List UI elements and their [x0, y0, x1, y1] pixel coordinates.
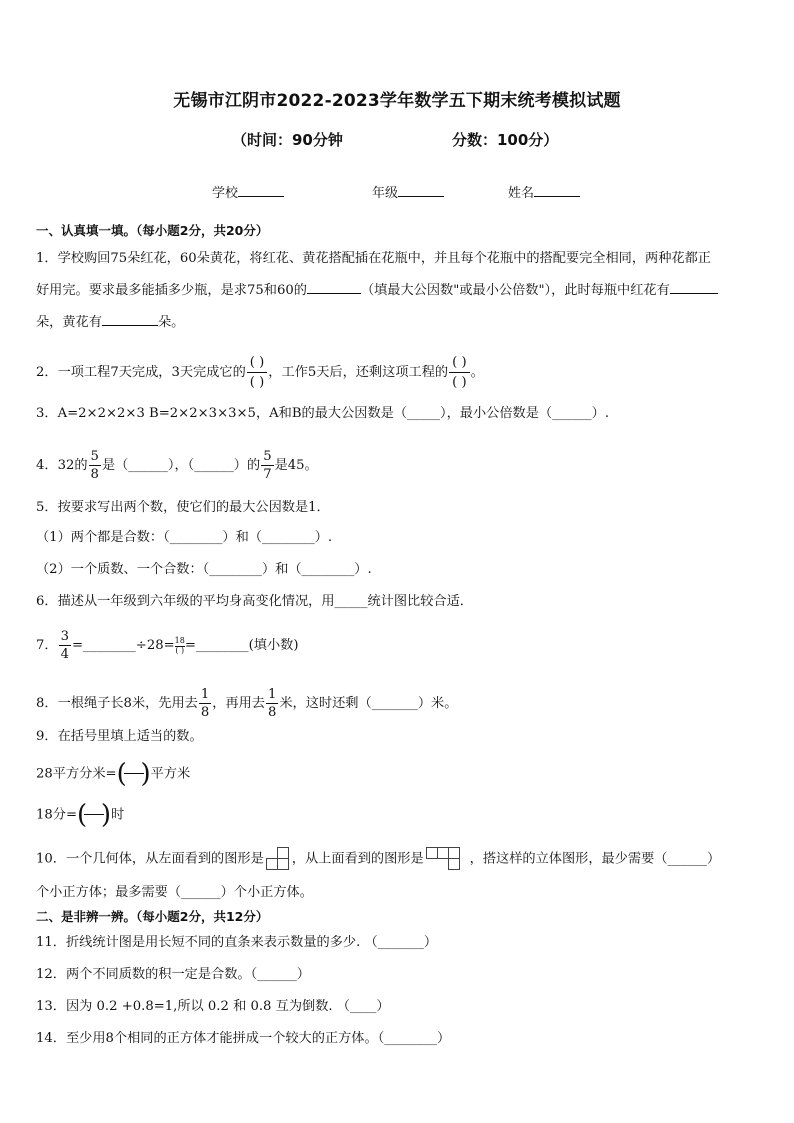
q1-line-3: 朵，黄花有 朵。: [36, 312, 184, 333]
q1-blank-3[interactable]: [102, 312, 158, 326]
q6-line: 6．描述从一年级到六年级的平均身高变化情况，用_____统计图比较合适．: [36, 594, 473, 609]
grade-label: 年级: [372, 186, 399, 201]
q8-fraction-2: $\frac{1}{8}$: [267, 687, 277, 721]
q4-fraction-2: $\frac{5}{7}$: [263, 449, 272, 483]
q4-line: 4．32的 $\frac{5}{8}$ 是（______），（______）的 $\frac{5}{7}$ 是45。: [36, 449, 318, 483]
q2-fraction-1[interactable]: ( ) ( ): [247, 356, 267, 389]
exam-score: 分数：100分）: [452, 131, 559, 149]
q7-line: 7． $\frac{3}{4}$ =________÷28= 18 ( ) =________(填小数): [36, 629, 299, 663]
q1-line-2: 好用完。要求最多能插多少瓶，是求75和60的 （填最大公因数"或最小公倍数"），此时每瓶中红花有: [36, 280, 718, 301]
q9-answer-box-2[interactable]: ( ): [77, 800, 112, 830]
name-label: 姓名: [508, 186, 535, 201]
q1-blank-1[interactable]: [307, 280, 361, 294]
grade-blank[interactable]: [398, 184, 444, 197]
q11-line: 11．折线统计图是用长短不同的直条来表示数量的多少. （_______）: [36, 935, 438, 950]
q2-line: 2．一项工程7天完成，3天完成它的 ( ) ( ) ，工作5天后，还剩这项工程的 ( ) ( ) 。: [36, 355, 484, 391]
name-field[interactable]: [508, 182, 580, 201]
q10-line-1: 10．一个几何体，从左面看到的图形是 ，从上面看到的图形是 ，搭这样的立体图形，最少需要（______）: [36, 846, 720, 872]
q1-line-1: 1．学校购回75朵红花，60朵黄花，将红花、黄花搭配插在花瓶中，并且每个花瓶中的搭配要完全相同，两种花都正: [36, 251, 711, 266]
q2-fraction-2[interactable]: ( ) ( ): [449, 356, 469, 389]
q9-line-2: 28平方分米= ( ) 平方米: [36, 759, 191, 789]
q3-line: 3．A=2×2×2×3 B=2×2×3×3×5，A和B的最大公因数是（_____），最小公倍数是（______）.: [36, 406, 610, 421]
q14-line: 14．至少用8个相同的正方体才能拼成一个较大的正方体。（________）: [36, 1031, 451, 1046]
q7-small-fraction[interactable]: 18 ( ): [174, 635, 185, 655]
q8-line: 8．一根绳子长8米，先用去 $\frac{1}{8}$ ，再用去 $\frac{1}{8}$ 米，这时还剩（_______）米。: [36, 687, 458, 721]
exam-title: 无锡市江阴市2022-2023学年数学五下期末统考模拟试题: [173, 91, 621, 111]
left-view-figure: [264, 846, 292, 872]
section-2-heading: 二、是非辨一辨。（每小题2分，共12分）: [36, 909, 269, 924]
q1-blank-2[interactable]: [670, 280, 718, 294]
q4-fraction-1: $\frac{5}{8}$: [90, 449, 99, 483]
q9-answer-box-1[interactable]: ( ): [116, 759, 151, 789]
q5-line-3: （2）一个质数、一个合数：（________）和（________）.: [36, 562, 372, 577]
exam-time: （时间：90分钟: [232, 131, 343, 149]
name-blank[interactable]: [534, 184, 580, 197]
q8-fraction-1: $\frac{1}{8}$: [200, 687, 210, 721]
q5-line-2: （1）两个都是合数：（________）和（________）.: [36, 530, 333, 545]
grade-field[interactable]: [372, 182, 444, 201]
top-view-figure: [424, 846, 470, 872]
q10-line-2: 个小正方体；最多需要（______）个小正方体。: [36, 885, 313, 900]
q9-line-1: 9．在括号里填上适当的数。: [36, 729, 203, 744]
school-label: 学校: [212, 186, 239, 201]
q13-line: 13．因为 0.2 +0.8=1,所以 0.2 和 0.8 互为倒数. （____）: [36, 999, 390, 1014]
q9-line-3: 18分= ( ) 时: [36, 800, 125, 830]
school-field[interactable]: [212, 182, 284, 201]
q5-line-1: 5．按要求写出两个数，使它们的最大公因数是1．: [36, 500, 330, 515]
q12-line: 12．两个不同质数的积一定是合数。（______）: [36, 967, 310, 982]
school-blank[interactable]: [238, 184, 284, 197]
section-1-heading: 一、认真填一填。（每小题2分，共20分）: [36, 223, 269, 238]
q7-fraction: $\frac{3}{4}$: [60, 629, 69, 663]
